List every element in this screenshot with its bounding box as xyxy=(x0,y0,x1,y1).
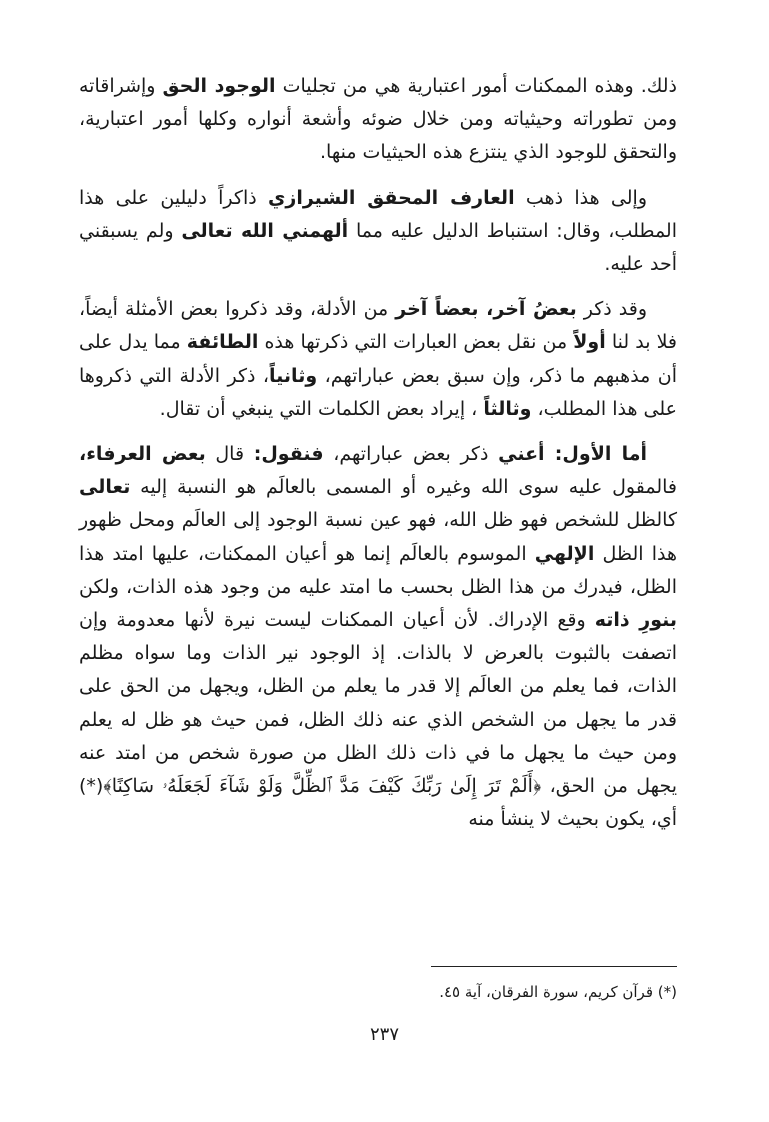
bold-run: بعضُ آخر، بعضاً آخر xyxy=(395,298,577,321)
body-text xyxy=(79,70,677,848)
text-run: كالظل للشخص فهو ظل الله، فهو عين نسبة الوجود إلى العالَم ومحل ظهور هذا الظل xyxy=(79,509,677,565)
bold-run: تعالى xyxy=(79,476,131,499)
text-run: قال xyxy=(205,443,254,466)
bold-run: ألهمني الله تعالى xyxy=(181,219,349,242)
quran-verse: ﴿أَلَمْ تَرَ إِلَىٰ رَبِّكَ كَيْفَ مَدَّ ٱلظِّلَّ وَلَوْ شَآءَ لَجَعَلَهُۥ سَاكِنًا﴾ xyxy=(103,775,542,798)
bold-run: أما الأول: أعني xyxy=(498,443,647,466)
text-run: ذلك. وهذه الممكنات أمور اعتبارية هي من تجليات xyxy=(275,75,677,97)
paragraph-1 xyxy=(79,70,677,170)
text-run: من نقل بعض العبارات التي ذكرتها هذه xyxy=(258,331,574,354)
text-run: وإشراقاته ومن تطوراته وحيثياته ومن خلال ضوئه وأشعة أنواره وكلها أمور اعتبارية، والتحقق للوجود الذي ينتزع هذه الحيثيات منها. xyxy=(79,75,677,164)
text-run: الموسوم بالعالَم إنما هو أعيان الممكنات، عليها امتد هذا الظل، فيدرك من هذا الظل بحسب ما امتد عليه من وجود هذه الذات، ولكن xyxy=(79,542,677,598)
text-run: من الأدلة، وقد ذكروا بعض الأمثلة أيضاً، فلا بد لنا xyxy=(79,298,677,354)
text-run: ، ذكر الأدلة التي ذكروها على هذا المطلب، xyxy=(79,364,677,420)
bold-run: فنقول: xyxy=(253,443,324,466)
footnote-divider xyxy=(431,966,677,967)
footnote-text: قرآن كريم، سورة الفرقان، آية ٤٥. xyxy=(439,983,658,1001)
bold-run: الإلهي xyxy=(534,542,595,565)
bold-run: أولاً xyxy=(573,331,606,354)
text-run: وإلى هذا ذهب xyxy=(514,186,648,209)
footnote xyxy=(79,980,677,1004)
bold-run: العارف المحقق الشيرازي xyxy=(268,186,515,209)
bold-run: الوجود الحق xyxy=(162,75,276,97)
bold-run: وثانياً xyxy=(269,364,318,387)
text-run: مما يدل على أن مذهبهم ما ذكر، وإن سبق بعض عباراتهم، xyxy=(79,331,678,387)
bold-run: بنورِ ذاته xyxy=(594,609,677,632)
paragraph-3 xyxy=(79,293,677,426)
paragraph-2 xyxy=(79,182,677,282)
text-run: فالمقول عليه سوى الله وغيره أو المسمى بالعالَم هو النسبة إليه xyxy=(130,476,677,499)
bold-run: بعض العرفاء، xyxy=(79,443,206,466)
text-run: وقع الإدراك. لأن أعيان الممكنات ليست نيرة لأنها معدومة وإن اتصفت بالثبوت بالعرض لا بالذات. إذ الوجود نير الذات وما سواه مظلم الذات، فما يعلم من العالَم إلا قدر ما يعلم من الظل، ويجهل من الحق على قدر ما يجهل من الشخص الذي عنه ذلك الظل، فمن حيث هو ظل له يعلم ومن حيث ما يجهل ما في ذات ذلك الظل من صورة شخص من امتد عنه يجهل من الحق، xyxy=(79,609,677,798)
page-number: ٢٣٧ xyxy=(369,1024,399,1045)
text-run: ذكر بعض عباراتهم، xyxy=(323,443,499,466)
text-run: وقد ذكر xyxy=(576,298,647,321)
text-run: أي، يكون بحيث لا ينشأ منه xyxy=(468,808,677,831)
footnote-marker: (*) xyxy=(657,983,677,1001)
text-run: ، إيراد بعض الكلمات التي ينبغي أن تقال. xyxy=(159,397,484,420)
footnote-marker[interactable]: (*) xyxy=(79,775,104,798)
text-run: ولم يسبقني أحد عليه. xyxy=(79,219,677,276)
bold-run: الطائفة xyxy=(186,331,259,354)
paragraph-4 xyxy=(79,438,677,836)
bold-run: وثالثاً xyxy=(483,397,532,420)
text-run: ذاكراً دليلين على هذا المطلب، وقال: استنباط الدليل عليه مما xyxy=(79,186,677,242)
